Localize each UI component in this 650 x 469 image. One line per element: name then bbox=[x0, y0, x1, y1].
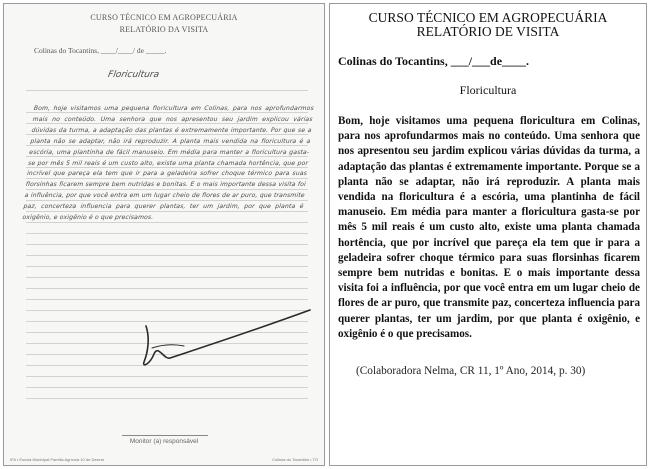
transcription-body: Bom, hoje visitamos uma pequena floricultura em Colinas, para nos aprofundarmos mais no conteúdo. Uma senhora que nos apresentou seu jardim explicou várias dúvidas da turma, a adaptação das plantas é extremamente importante. Porque se a planta não se adaptar, não irá reproduzir. A planta mais vendida na floricultura é a escória, uma plantinha de fácil manuseio. Em média para manter a floricultura gasta-se por mês 5 mil reais é um custo alto, existe uma planta chamada hortência, que por incrível que pareça ela tem que ir para a geladeira sofrer choque térmico para suas florsinhas ficarem sempre bem nutridas e bonitas. E o mais importante dessa visita foi a influência, por que você entra em um lugar cheio de flores de ar puro, que transmite paz, concerteza influencia para querer plantas, ter um jardim, por que planta é oxigênio, e oxigênio é o que precisamos. bbox=[338, 115, 640, 340]
transcription-place-date-line: Colinas do Tocantins, ___/___de____. bbox=[338, 54, 530, 68]
scan-handwritten-title: Floricultura bbox=[107, 70, 160, 80]
scan-footer bbox=[10, 457, 318, 462]
scan-footer-right: Colinas do Tocantins • TO bbox=[272, 457, 318, 462]
transcription-panel bbox=[329, 3, 647, 466]
scan-handwritten-text: Bom, hoje visitamos uma pequena floricultura em Colinas, para nos aprofundarmos mais no conteúdo. Uma senhora que nos apresentou seu jardim explicou várias dúvidas da turma, a adaptação das plantas é extremamente importante. Por que se a planta não se adaptar, não irá reproduzir. A planta mais vendida na floricultura é a escória, uma plantinha de fácil manuseio. Em média para manter a floricultura gasta-se por mês 5 mil reais é um custo alto, existe uma planta chamada hortência, que por incrível que pareça ela tem que ir para a geladeira sofrer choque térmico para suas florsinhas ficarem sempre bem nutridas e bonitas. E o mais importante dessa visita foi a influência, por que você entra em um lugar cheio de flores de ar puro, que transmite paz, concerteza influencia para querer plantas, ter um jardim, por que planta é oxigênio, e oxigênio é o que precisamos. bbox=[22, 105, 315, 222]
scan-title-line1: CURSO TÉCNICO EM AGROPECUÁRIA bbox=[90, 13, 238, 22]
scan-footer-left: IFA • Escola Municipal Família Agrícola 10 de Dezem bbox=[10, 457, 105, 462]
scan-title-line2: RELATÓRIO DA VISITA bbox=[119, 25, 209, 34]
scan-monitor-label: Monitor (a) responsável bbox=[129, 438, 199, 445]
scanned-report-image bbox=[3, 3, 325, 466]
transcription-title-line1: CURSO TÉCNICO EM AGROPECUÁRIA bbox=[368, 10, 608, 25]
signature-scribble bbox=[124, 304, 314, 374]
transcription-citation: (Colaboradora Nelma, CR 11, 1º Ano, 2014, p. 30) bbox=[356, 365, 586, 377]
scan-place-date-line: Colinas do Tocantins, ____/____/ de _____. bbox=[34, 46, 167, 55]
transcription-title-line2: RELATÓRIO DE VISITA bbox=[416, 24, 560, 39]
monitor-signature-line bbox=[122, 435, 208, 436]
transcription-heading: Floricultura bbox=[459, 83, 517, 97]
